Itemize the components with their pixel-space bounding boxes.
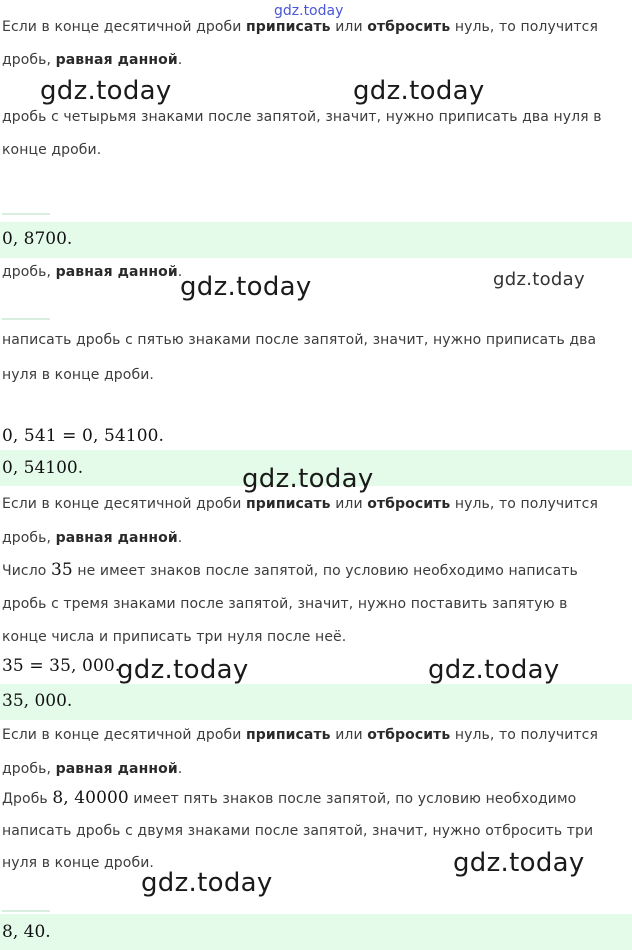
rule-line bbox=[2, 262, 182, 282]
text: Дробь bbox=[2, 791, 53, 807]
rule-line bbox=[2, 494, 598, 514]
explanation-line bbox=[2, 560, 578, 581]
answer-value: 8, 40. bbox=[2, 922, 51, 942]
text: Если в конце десятичной дроби bbox=[2, 496, 247, 512]
explanation-line: дробь с четырьмя знаками после запятой, значит, нужно приписать два нуля в bbox=[2, 109, 602, 125]
emphasis: равная данной bbox=[55, 530, 178, 546]
watermark: gdz.today bbox=[242, 464, 374, 494]
rule-line bbox=[2, 528, 182, 548]
text: нуль, то получится bbox=[450, 496, 598, 512]
explanation-line: нуля в конце дроби. bbox=[2, 367, 154, 383]
text: дробь, bbox=[2, 52, 56, 68]
text: . bbox=[177, 264, 183, 280]
equation: 0, 541 = 0, 54100. bbox=[2, 426, 165, 446]
answer-box bbox=[0, 684, 632, 720]
emphasis: отбросить bbox=[367, 727, 451, 743]
answer-value: 35, 000. bbox=[2, 691, 73, 711]
number: 35 bbox=[50, 560, 73, 580]
rule-line bbox=[2, 759, 182, 779]
answer-value: 0, 8700. bbox=[2, 229, 73, 249]
emphasis: равная данной bbox=[55, 761, 178, 777]
text: нуль, то получится bbox=[450, 19, 598, 35]
divider bbox=[2, 910, 50, 912]
divider bbox=[2, 213, 50, 215]
text: или bbox=[330, 727, 368, 743]
text: дробь, bbox=[2, 761, 56, 777]
emphasis: отбросить bbox=[367, 496, 451, 512]
text: . bbox=[177, 761, 183, 777]
watermark-top: gdz.today bbox=[274, 3, 344, 19]
explanation-line: написать дробь с двумя знаками после запятой, значит, нужно отбросить три bbox=[2, 823, 594, 839]
rule-line bbox=[2, 17, 598, 37]
answer-box bbox=[0, 222, 632, 258]
explanation-line: написать дробь с пятью знаками после запятой, значит, нужно приписать два bbox=[2, 332, 597, 348]
text: или bbox=[330, 496, 368, 512]
watermark: gdz.today bbox=[141, 868, 273, 898]
text: дробь, bbox=[2, 264, 56, 280]
rule-line bbox=[2, 50, 182, 70]
explanation-line: конце дроби. bbox=[2, 142, 102, 158]
emphasis: равная данной bbox=[55, 264, 178, 280]
emphasis: отбросить bbox=[367, 19, 451, 35]
emphasis: приписать bbox=[246, 496, 331, 512]
text: . bbox=[177, 52, 183, 68]
explanation-line: нуля в конце дроби. bbox=[2, 855, 154, 871]
watermark: gdz.today bbox=[453, 848, 585, 878]
watermark: gdz.today bbox=[117, 655, 249, 685]
emphasis: приписать bbox=[246, 727, 331, 743]
watermark: gdz.today bbox=[493, 269, 585, 290]
divider bbox=[2, 318, 50, 320]
number: 8, 40000 bbox=[52, 788, 129, 808]
watermark: gdz.today bbox=[353, 76, 485, 106]
text: Если в конце десятичной дроби bbox=[2, 727, 247, 743]
text: не имеет знаков после запятой, по условию необходимо написать bbox=[72, 563, 578, 579]
text: Число bbox=[2, 563, 51, 579]
answer-value: 0, 54100. bbox=[2, 458, 84, 478]
answer-box bbox=[0, 914, 632, 950]
text: или bbox=[330, 19, 368, 35]
text: . bbox=[177, 530, 183, 546]
explanation-line: конце числа и приписать три нуля после неё. bbox=[2, 629, 347, 645]
watermark: gdz.today bbox=[428, 655, 560, 685]
text: дробь, bbox=[2, 530, 56, 546]
emphasis: приписать bbox=[246, 19, 331, 35]
rule-line bbox=[2, 725, 598, 745]
text: нуль, то получится bbox=[450, 727, 598, 743]
explanation-line bbox=[2, 788, 576, 809]
text: Если в конце десятичной дроби bbox=[2, 19, 247, 35]
emphasis: равная данной bbox=[55, 52, 178, 68]
watermark: gdz.today bbox=[40, 76, 172, 106]
text: имеет пять знаков после запятой, по условию необходимо bbox=[128, 791, 577, 807]
explanation-line: дробь с тремя знаками после запятой, значит, нужно поставить запятую в bbox=[2, 596, 568, 612]
equation: 35 = 35, 000. bbox=[2, 656, 121, 676]
watermark: gdz.today bbox=[180, 272, 312, 302]
